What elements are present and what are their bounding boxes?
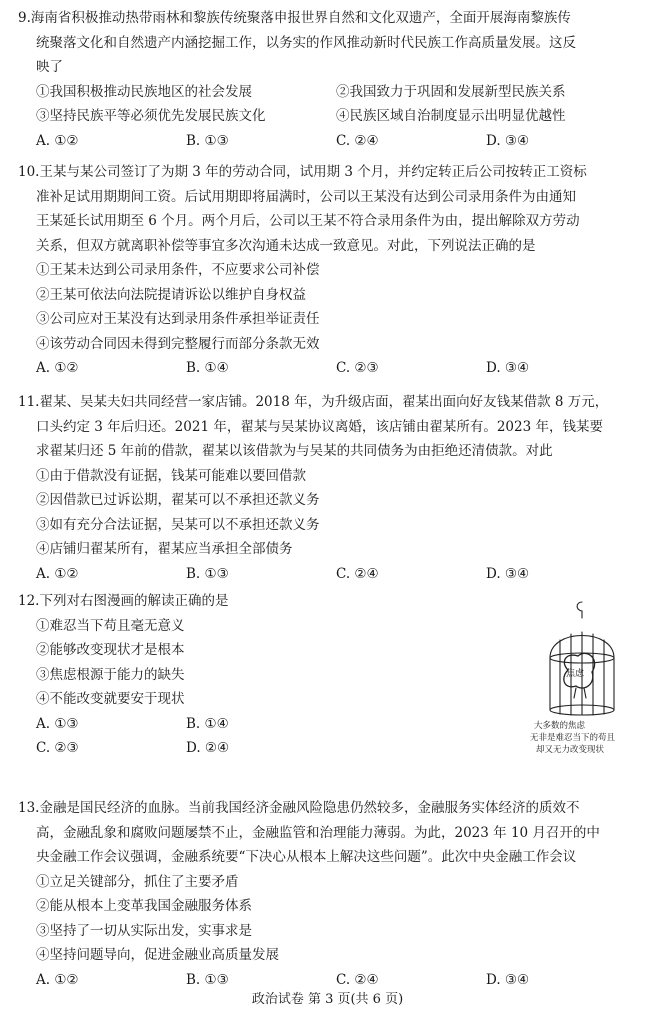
question-10-item-3: ③公司应对王某没有达到录用条件承担举证责任 [36,311,320,327]
question-10-item-2: ②王某可依法向法院提请诉讼以维护自身权益 [36,286,306,303]
question-13 [18,796,640,992]
choice-a: A. ①② [36,565,79,582]
choice-a: A. ①② [36,360,79,376]
choice-c: C. ②④ [336,565,379,582]
question-9-item-1: ①我国积极推动民族地区的社会发展 [36,83,252,100]
question-11-item-3: ③如有充分合法证据，吴某可以不承担还款义务 [36,516,320,533]
question-10-stem-line-4: 关系，但双方就离职补偿等事宜多次沟通未达成一致意见。对此，下列说法正确的是 [36,237,536,254]
question-13-item-1: ①立足关键部分，抓住了主要矛盾 [36,873,239,890]
question-9 [18,6,640,153]
question-13-stem-line-2: 高，金融乱象和腐败问题屡禁不止，金融监管和治理能力薄弱。为此，2023 年 10 月召开的中 [36,824,600,841]
question-10-stem-line-2: 准补足试用期期间工资。后试用期即将届满时，公司以王某没有达到公司录用条件为由通知 [36,188,576,205]
cage-hook-icon [577,602,582,618]
question-10-item-4: ④该劳动合同因未得到完整履行而部分条款无效 [36,335,320,352]
question-11-item-1: ①由于借款没有证据，钱某可能难以要回借款 [36,467,306,484]
question-12-choices-row-1 [18,712,518,737]
question-10 [18,160,640,381]
question-9-item-row-1 [18,80,640,105]
question-11-stem-line-3: 求翟某归还 5 年前的借款，翟某以该借款为与吴某的共同债务为由拒绝还清债款。对此 [36,443,553,459]
cartoon-caption-line-2: 无非是难忍当下的苟且 [530,733,616,743]
question-11 [18,390,640,586]
choice-b: B. ①③ [186,565,229,582]
choice-d: D. ③④ [486,971,530,988]
question-10-item-1: ①王某未达到公司录用条件，不应要求公司补偿 [36,262,320,278]
question-9-stem-line-2: 统聚落文化和自然遗产内涵挖掘工作，以务实的作风推动新时代民族工作高质量发展。这反 [36,34,576,51]
question-11-item-2: ②因借款已过诉讼期，翟某可以不承担还款义务 [36,492,320,508]
page-footer: 政治试卷 第 3 页(共 6 页) [251,992,404,1007]
question-9-choices [18,129,640,154]
choice-b: B. ①④ [186,360,229,376]
question-13-item-3: ③坚持了一切从实际出发，实事求是 [36,922,252,939]
cartoon-bird-text: 焦虑 [566,669,585,679]
cartoon-caption-line-3: 却又无力改变现状 [536,745,605,755]
question-11-stem-line-2: 口头约定 3 年后归还。2021 年，翟某与吴某协议离婚，该店铺由翟某所有。2023 年，钱某要 [36,418,603,435]
question-12-stem: 12.下列对右图漫画的解读正确的是 [18,593,229,609]
question-13-item-4: ④坚持问题导向，促进金融业高质量发展 [36,947,279,963]
choice-a: A. ①③ [36,715,79,732]
question-12 [18,589,518,761]
question-11-choices [18,562,640,587]
choice-c: C. ②④ [336,971,379,988]
question-12-item-2: ②能够改变现状才是根本 [36,642,185,658]
choice-d: D. ②④ [186,740,230,756]
question-13-stem-line-3: 央金融工作会议强调，金融系统要“下决心从根本上解决这些问题”。此次中央金融工作会议 [36,849,577,865]
question-9-item-2: ②我国致力于巩固和发展新型民族关系 [336,83,566,100]
question-10-stem-line-3: 王某延长试用期至 6 个月。两个月后，公司以王某不符合录用条件为由，提出解除双方劳动 [36,213,580,229]
question-11-item-4: ④店铺归翟某所有，翟某应当承担全部债务 [36,541,293,557]
choice-b: B. ①④ [186,715,229,732]
choice-a: A. ①② [36,971,79,988]
question-13-item-2: ②能从根本上变革我国金融服务体系 [36,898,252,914]
question-12-choices-row-2 [18,736,518,761]
choice-d: D. ③④ [486,360,530,376]
choice-c: C. ②③ [36,740,79,756]
question-9-item-4: ④民族区域自治制度显示出明显优越性 [336,108,566,124]
question-10-stem-line-1: 10.王某与某公司签订了为期 3 年的劳动合同，试用期 3 个月，并约定转正后公司按转正工资标 [18,164,587,180]
question-13-stem-line-1: 13.金融是国民经济的血脉。当前我国经济金融风险隐患仍然较多，金融服务实体经济的质效不 [18,800,580,816]
question-11-stem-line-1: 11.翟某、吴某夫妇共同经营一家店铺。2018 年，为升级店面，翟某出面向好友钱某借款 8 万元， [18,394,609,410]
question-9-item-3: ③坚持民族平等必须优先发展民族文化 [36,108,266,124]
choice-b: B. ①③ [186,971,229,988]
question-12-item-1: ①难忍当下苟且毫无意义 [36,617,185,634]
cartoon-birdcage [530,598,642,756]
question-12-item-4: ④不能改变就要安于现状 [36,691,185,707]
question-9-item-row-2 [18,104,640,129]
choice-a: A. ①② [36,132,79,149]
question-10-choices [18,356,640,381]
choice-c: C. ②③ [336,360,379,376]
choice-d: D. ③④ [486,565,530,582]
choice-d: D. ③④ [486,132,530,149]
cartoon-caption-line-1: 大多数的焦虑 [534,721,586,731]
choice-b: B. ①③ [186,132,229,149]
question-9-stem-line-1: 9.海南省积极推动热带雨林和黎族传统聚落申报世界自然和文化双遗产，全面开展海南黎族传 [18,10,571,26]
choice-c: C. ②④ [336,132,379,149]
question-9-stem-line-3: 映了 [36,59,63,75]
question-12-item-3: ③焦虑根源于能力的缺失 [36,666,185,683]
